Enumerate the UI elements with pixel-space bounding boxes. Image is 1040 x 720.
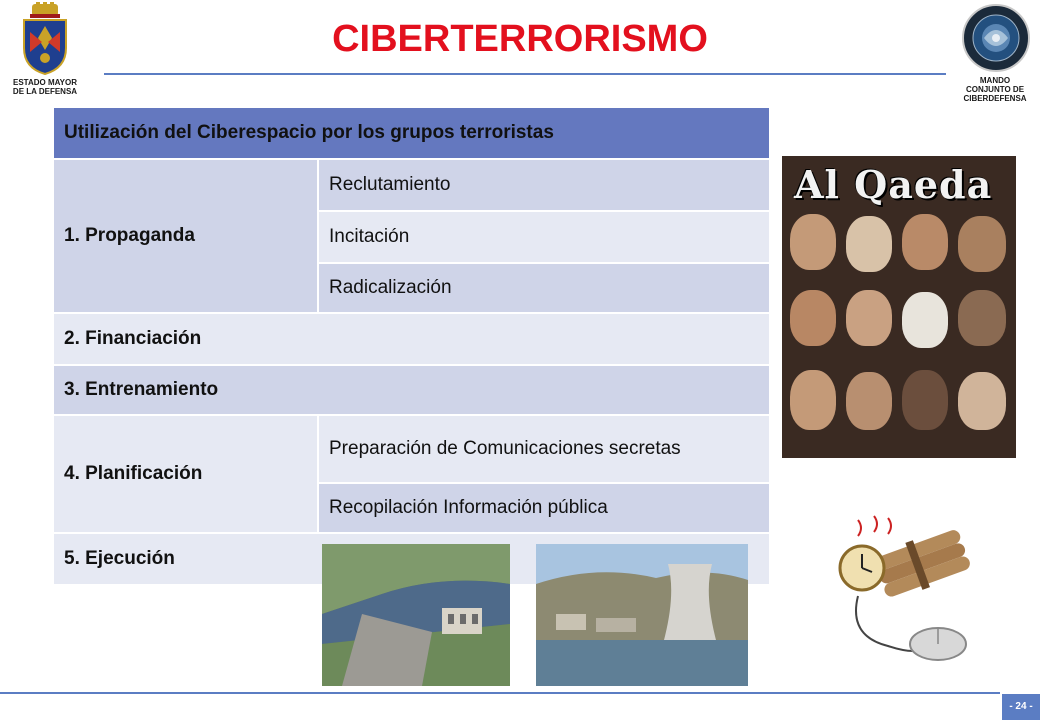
table-row — [53, 313, 770, 365]
al-qaeda-faces-photo — [782, 156, 1016, 458]
left-logo-caption — [0, 78, 90, 96]
subitem-comunicaciones-secretas: Preparación de Comunicaciones secretas — [318, 415, 770, 483]
category-planificacion: 4. Planificación — [53, 415, 318, 533]
table-row — [53, 365, 770, 415]
subitem-informacion-publica: Recopilación Información pública — [318, 483, 770, 533]
bomb-with-mouse-clipart — [818, 506, 988, 686]
table-header-cell: Utilización del Ciberespacio por los grupos terroristas — [53, 107, 770, 159]
al-qaeda-title-text: Al Qaeda — [794, 162, 993, 207]
subitem-reclutamiento: Reclutamiento — [318, 159, 770, 211]
ciberdefensa-emblem — [962, 4, 1030, 72]
dam-photo — [322, 544, 510, 686]
subitem-incitacion: Incitación — [318, 211, 770, 263]
title-divider — [104, 73, 946, 75]
right-logo-caption — [950, 76, 1040, 103]
table-header-row — [53, 107, 770, 159]
terrorist-cyberspace-usage-table — [52, 106, 771, 586]
category-propaganda: 1. Propaganda — [53, 159, 318, 313]
right-caption-line1: MANDO — [979, 76, 1011, 85]
footer-divider — [0, 692, 1000, 694]
table-row — [53, 415, 770, 483]
nuclear-plant-photo — [536, 544, 748, 686]
page-title: CIBERTERRORISMO — [332, 18, 708, 60]
category-entrenamiento: 3. Entrenamiento — [53, 365, 770, 415]
page-number: - 24 - — [1002, 694, 1040, 720]
estado-mayor-emblem — [14, 2, 76, 76]
left-caption-line2: DE LA DEFENSA — [12, 87, 78, 96]
table-row — [53, 159, 770, 211]
subitem-radicalizacion: Radicalización — [318, 263, 770, 313]
left-caption-line1: ESTADO MAYOR — [12, 78, 77, 87]
right-caption-line2: CONJUNTO DE — [965, 85, 1025, 94]
category-ejecucion: 5. Ejecución — [53, 533, 770, 585]
category-financiacion: 2. Financiación — [53, 313, 770, 365]
right-caption-line3: CIBERDEFENSA — [963, 94, 1027, 103]
